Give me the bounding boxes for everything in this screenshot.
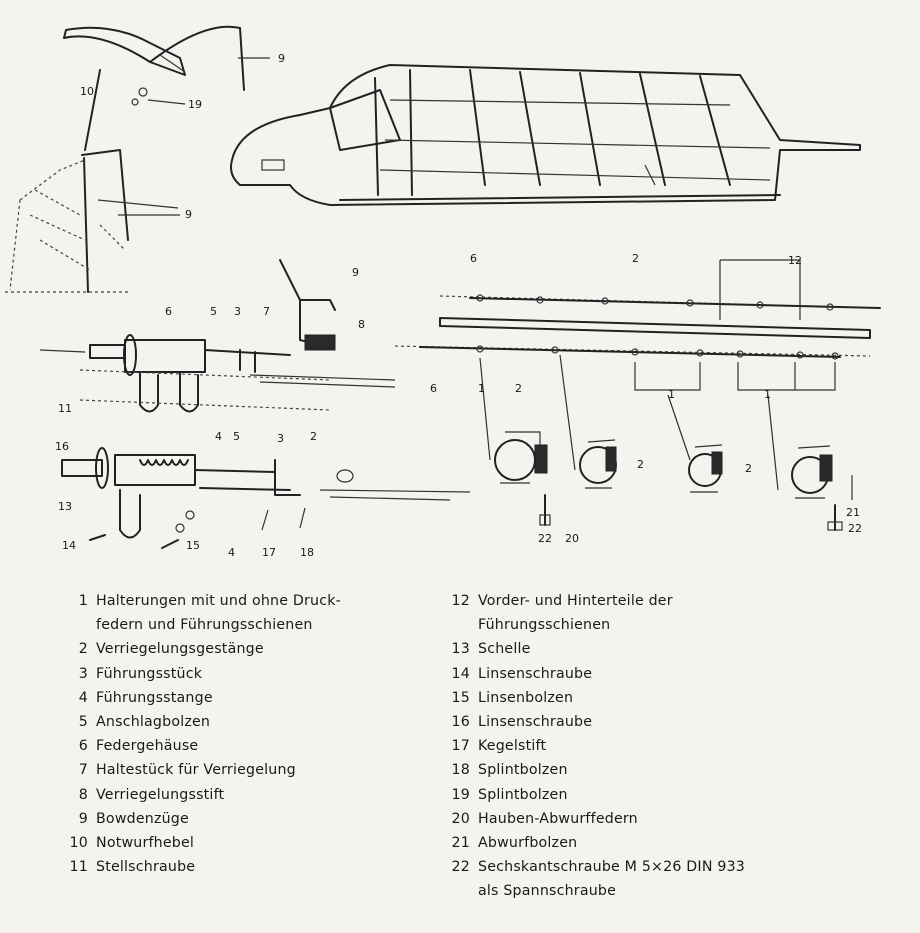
legend-text: Verriegelungsgestänge bbox=[96, 641, 264, 658]
legend-entry bbox=[442, 710, 842, 734]
callout: 15 bbox=[186, 539, 200, 552]
legend-text: Haltestück für Verriegelung bbox=[96, 762, 296, 779]
guide-rails bbox=[395, 260, 880, 490]
legend-entry bbox=[442, 589, 842, 613]
legend-text: Bowdenzüge bbox=[96, 810, 189, 827]
callout: 1 bbox=[478, 382, 485, 395]
callout: 7 bbox=[263, 305, 270, 318]
legend-text: Hauben-Abwurffedern bbox=[478, 810, 638, 827]
legend-number: 19 bbox=[451, 786, 470, 803]
spring-brackets bbox=[495, 432, 852, 530]
legend-text: Federgehäuse bbox=[96, 738, 199, 755]
legend-text: Führungsstück bbox=[96, 665, 203, 682]
legend-entry bbox=[60, 758, 430, 782]
callout: 14 bbox=[62, 539, 76, 552]
spring-housing-upper bbox=[40, 260, 395, 412]
callout: 16 bbox=[55, 440, 69, 453]
legend-number: 16 bbox=[451, 714, 470, 731]
legend-number: 8 bbox=[78, 786, 88, 803]
legend-entry bbox=[60, 855, 430, 879]
legend-number: 17 bbox=[451, 738, 470, 755]
legend-text: Linsenschraube bbox=[478, 665, 593, 682]
callout: 1 bbox=[764, 388, 771, 401]
legend-entry bbox=[442, 855, 842, 879]
legend-number: 2 bbox=[78, 641, 88, 658]
callout: 2 bbox=[310, 430, 317, 443]
legend-text: Führungsstange bbox=[96, 689, 213, 706]
legend-number: 12 bbox=[451, 593, 470, 609]
legend-entry bbox=[60, 710, 430, 734]
canopy-frame-left bbox=[5, 150, 180, 292]
legend-entry bbox=[442, 613, 842, 637]
callout: 18 bbox=[300, 546, 314, 559]
legend-entry bbox=[60, 662, 430, 686]
legend-text: Splintbolzen bbox=[478, 762, 568, 779]
legend-text: Schelle bbox=[478, 641, 531, 658]
legend-number: 1 bbox=[78, 593, 88, 609]
legend-entry bbox=[442, 662, 842, 686]
legend-text: Splintbolzen bbox=[478, 786, 568, 803]
release-lever-assembly bbox=[64, 27, 270, 150]
legend-entry bbox=[442, 734, 842, 758]
legend-entry bbox=[442, 879, 842, 903]
legend-number: 21 bbox=[451, 835, 470, 852]
legend-left bbox=[60, 589, 430, 879]
legend-number: 11 bbox=[69, 859, 88, 876]
spring-housing-lower bbox=[62, 448, 470, 548]
legend-number bbox=[442, 613, 478, 637]
legend-entry bbox=[60, 807, 430, 831]
callout: 2 bbox=[515, 382, 522, 395]
legend-text: Verriegelungsstift bbox=[96, 786, 225, 803]
callout: 6 bbox=[165, 305, 172, 318]
legend-number: 6 bbox=[78, 738, 88, 755]
callout: 2 bbox=[745, 462, 752, 475]
legend-number: 15 bbox=[451, 689, 470, 706]
legend-entry bbox=[442, 807, 842, 831]
legend-number bbox=[60, 613, 96, 637]
callout: 9 bbox=[185, 208, 192, 221]
legend-entry bbox=[60, 686, 430, 710]
callout: 9 bbox=[352, 266, 359, 279]
legend-entry bbox=[60, 637, 430, 661]
legend-text: Linsenbolzen bbox=[478, 689, 574, 706]
callout: 2 bbox=[637, 458, 644, 471]
legend-entry bbox=[60, 831, 430, 855]
legend-number: 5 bbox=[78, 714, 88, 731]
legend-number: 18 bbox=[451, 762, 470, 779]
callout: 12 bbox=[788, 254, 802, 267]
callout: 5 bbox=[233, 430, 240, 443]
callout: 22 bbox=[848, 522, 862, 535]
legend-text: Stellschraube bbox=[96, 859, 196, 876]
legend-entry bbox=[60, 783, 430, 807]
callout: 1 bbox=[668, 388, 675, 401]
callout: 6 bbox=[430, 382, 437, 395]
callout: 4 bbox=[215, 430, 222, 443]
callout: 21 bbox=[846, 506, 860, 519]
legend-entry bbox=[442, 758, 842, 782]
callout: 17 bbox=[262, 546, 276, 559]
callout: 11 bbox=[58, 402, 72, 415]
callout: 10 bbox=[80, 85, 94, 98]
legend-text: Notwurfhebel bbox=[96, 835, 195, 852]
callout: 5 bbox=[210, 305, 217, 318]
legend-text: Halterungen mit und ohne Druck- bbox=[96, 593, 341, 609]
legend-text: Anschlagbolzen bbox=[96, 714, 211, 731]
legend-number: 3 bbox=[78, 665, 88, 682]
legend-number: 22 bbox=[451, 859, 470, 876]
legend-right bbox=[442, 589, 842, 904]
legend-text: Kegelstift bbox=[478, 738, 547, 755]
legend-number: 10 bbox=[69, 835, 88, 852]
callout: 2 bbox=[632, 252, 639, 265]
legend-text: Vorder- und Hinterteile der bbox=[478, 593, 673, 609]
legend-number: 14 bbox=[451, 665, 470, 682]
callout: 8 bbox=[358, 318, 365, 331]
legend-entry bbox=[60, 734, 430, 758]
legend-text: Führungsschienen bbox=[478, 617, 611, 634]
legend-number: 13 bbox=[451, 641, 470, 658]
legend-text: federn und Führungsschienen bbox=[96, 617, 313, 634]
callout: 9 bbox=[278, 52, 285, 65]
legend-entry bbox=[442, 783, 842, 807]
callout: 13 bbox=[58, 500, 72, 513]
legend-entry bbox=[442, 637, 842, 661]
legend-text: Sechskantschraube M 5×26 DIN 933 bbox=[478, 859, 746, 876]
legend-number: 7 bbox=[78, 762, 88, 779]
callout: 3 bbox=[234, 305, 241, 318]
legend-entry bbox=[442, 831, 842, 855]
legend-number: 4 bbox=[78, 689, 88, 706]
legend-number bbox=[442, 879, 478, 903]
callout: 22 bbox=[538, 532, 552, 545]
callout: 4 bbox=[228, 546, 235, 559]
cockpit-canopy-frame bbox=[231, 65, 860, 205]
callout: 3 bbox=[277, 432, 284, 445]
legend-number: 9 bbox=[78, 810, 88, 827]
legend-number: 20 bbox=[451, 810, 470, 827]
legend-text: als Spannschraube bbox=[478, 883, 617, 900]
legend-entry bbox=[60, 613, 430, 637]
legend-entry bbox=[442, 686, 842, 710]
callout: 20 bbox=[565, 532, 579, 545]
legend-text: Abwurfbolzen bbox=[478, 835, 578, 852]
callout: 19 bbox=[188, 98, 202, 111]
legend-entry bbox=[60, 589, 430, 613]
callout: 6 bbox=[470, 252, 477, 265]
legend-text: Linsenschraube bbox=[478, 714, 593, 731]
